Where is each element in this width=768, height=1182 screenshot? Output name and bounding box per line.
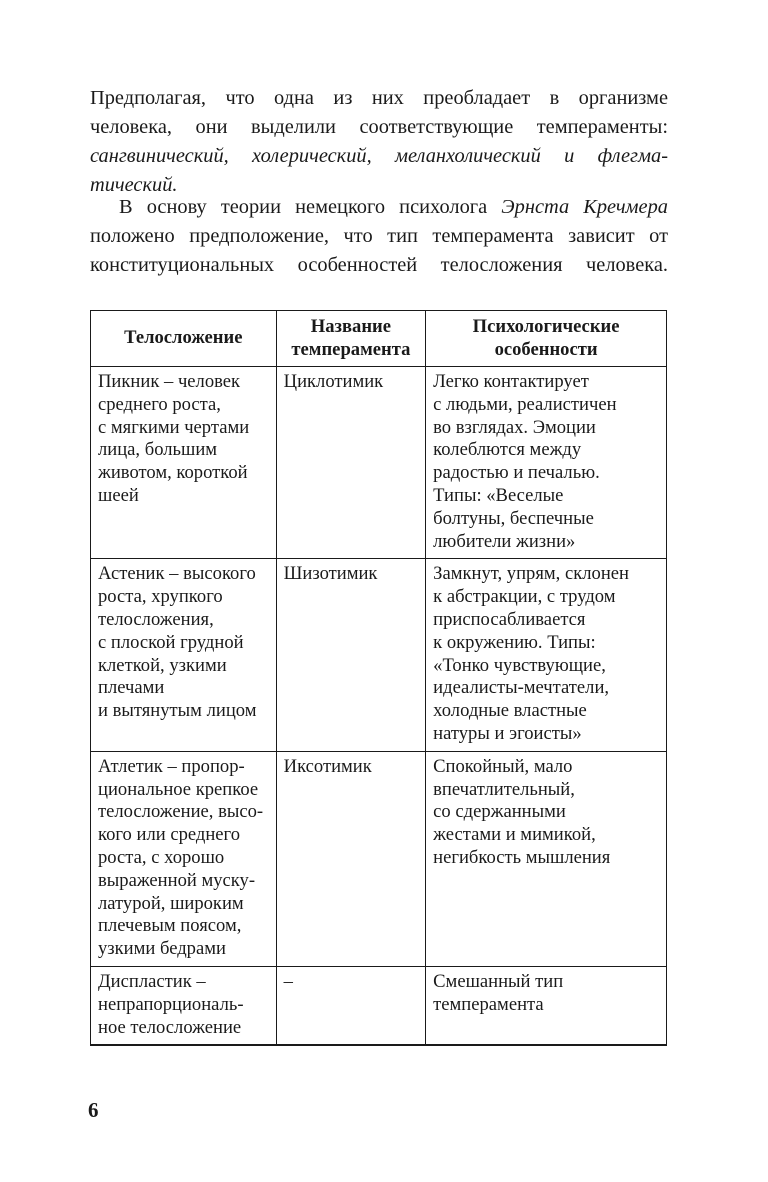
text-line: [90, 193, 668, 222]
text-line: Предполагая, что одна из них преобладает в организме: [90, 87, 668, 109]
author-name: Эрнста Кречмера: [501, 196, 668, 218]
paragraph-temperaments: [90, 84, 668, 200]
table-header-row: [91, 311, 667, 367]
text-line-italic: сангвинический, холерический, меланхолический и флегма-: [90, 145, 668, 167]
text-line-italic: тический.: [90, 174, 178, 196]
cell-features: Легко контактирует с людьми, реалистичен во взглядах. Эмоции колеблются между радостью и печалью. Типы: «Веселые болтуны, беспечные любители жизни»: [426, 367, 667, 559]
page-number: 6: [88, 1098, 99, 1122]
cell-temperament-name: –: [276, 966, 426, 1045]
cell-body-type: Астеник – высокого роста, хрупкого телосложения, с плоской грудной клеткой, узкими плечами и вытянутым лицом: [91, 559, 277, 751]
cell-temperament-name: Циклотимик: [276, 367, 426, 559]
temperament-table: [90, 310, 667, 1046]
paragraph-kretschmer: [90, 193, 668, 280]
text-line: положено предположение, что тип темперамента зависит от: [90, 225, 668, 247]
cell-body-type: Диспластик – непрапорциональ- ное телосложение: [91, 966, 277, 1045]
table-row: [91, 559, 667, 751]
table-row: [91, 966, 667, 1045]
cell-body-type: Атлетик – пропор- циональное крепкое телосложение, высо- кого или среднего роста, с хорошо выраженной муску- латурой, широким плечевым поясом, узкими бедрами: [91, 751, 277, 966]
text-fragment: В основу теории немецкого психолога: [119, 196, 502, 218]
header-body-type: Телосложение: [91, 311, 277, 367]
cell-features: Спокойный, мало впечатлительный, со сдержанными жестами и мимикой, негибкость мышления: [426, 751, 667, 966]
cell-features: Смешанный тип темперамента: [426, 966, 667, 1045]
cell-temperament-name: Иксотимик: [276, 751, 426, 966]
text-line: конституциональных особенностей телосложения человека.: [90, 254, 668, 276]
table-row: [91, 367, 667, 559]
cell-features: Замкнут, упрям, склонен к абстракции, с трудом приспосабливается к окружению. Типы: «Тонко чувствующие, идеалисты-мечтатели, холодные властные натуры и эгоисты»: [426, 559, 667, 751]
text-line: человека, они выделили соответствующие темпераменты:: [90, 116, 668, 138]
header-psychological-features: Психологические особенности: [426, 311, 667, 367]
table-row: [91, 751, 667, 966]
cell-body-type: Пикник – человек среднего роста, с мягкими чертами лица, большим животом, короткой шеей: [91, 367, 277, 559]
cell-temperament-name: Шизотимик: [276, 559, 426, 751]
header-temperament-name: Название темперамента: [276, 311, 426, 367]
